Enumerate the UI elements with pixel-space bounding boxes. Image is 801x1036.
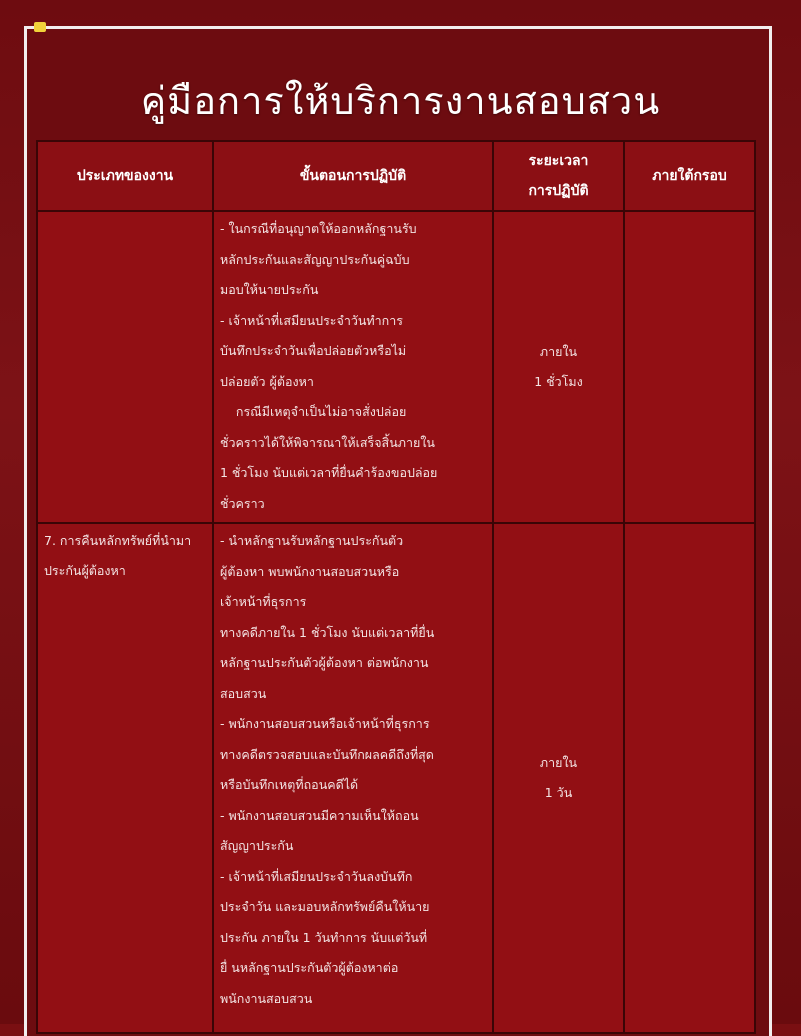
step-line: ผู้ต้องหา พบพนักงานสอบสวนหรือ <box>220 563 400 579</box>
step-line: - พนักงานสอบสวนมีความเห็นให้ถอน <box>220 807 419 823</box>
service-table <box>36 140 756 1034</box>
row-1-steps <box>213 211 493 523</box>
step-line: ประจำวัน และมอบหลักทรัพย์คืนให้นาย <box>220 899 430 914</box>
step-line: ทางคดีภายใน 1 ชั่วโมง นับแต่เวลาที่ยื่น <box>220 624 435 640</box>
step-line: มอบให้นายประกัน <box>220 282 319 297</box>
step-line: ปล่อยตัว ผู้ต้องหา <box>220 373 314 389</box>
step-line: - นำหลักฐานรับหลักฐานประกันตัว <box>220 533 404 548</box>
step-line: หลักประกันและสัญญาประกันคู่ฉบับ <box>220 251 410 267</box>
step-line: เจ้าหน้าที่ธุรการ <box>220 594 307 609</box>
row-2-type-text: 7. การคืนหลักทรัพย์ที่นำมาประกันผู้ต้องหา <box>44 533 192 578</box>
header-duration <box>493 141 624 211</box>
duration-line: 1 ชั่วโมง <box>534 374 583 389</box>
header-duration-line-2: การปฏิบัติ <box>528 183 589 199</box>
step-line: - เจ้าหน้าที่เสมียนประจำวันทำการ <box>220 312 403 328</box>
row-2-steps <box>213 523 493 1033</box>
table-row <box>37 211 755 523</box>
note-icon[interactable] <box>34 22 46 32</box>
row-2-framework <box>624 523 755 1033</box>
step-line: ทางคดีตรวจสอบและบันทึกผลคดีถึงที่สุด <box>220 746 434 762</box>
step-line: - พนักงานสอบสวนหรือเจ้าหน้าที่ธุรการ <box>220 716 430 731</box>
step-line: หรือบันทึกเหตุที่ถอนคดีได้ <box>220 777 359 792</box>
row-1-framework <box>624 211 755 523</box>
step-line: - ในกรณีที่อนุญาตให้ออกหลักฐานรับ <box>220 221 417 236</box>
step-line: ประกัน ภายใน 1 วันทำการ นับแต่วันที่ <box>220 929 428 945</box>
header-type: ประเภทของงาน <box>37 141 213 211</box>
page-title: คู่มือการให้บริการงานสอบสวน <box>140 79 661 123</box>
header-framework: ภายใต้กรอบ <box>624 141 755 211</box>
step-line: ชั่วคราวได้ให้พิจารณาให้เสร็จสิ้นภายใน <box>220 434 435 450</box>
step-line: - เจ้าหน้าที่เสมียนประจำวันลงบันทึก <box>220 868 413 884</box>
duration-line: ภายใน <box>539 754 578 770</box>
duration-line: 1 วัน <box>544 785 573 800</box>
header-duration-line-1: ระยะเวลา <box>528 153 589 169</box>
row-2-type <box>37 523 213 1033</box>
table-row <box>37 523 755 1033</box>
step-line: พนักงานสอบสวน <box>220 990 313 1006</box>
duration-line: ภายใน <box>539 343 578 359</box>
row-1-duration <box>493 211 624 523</box>
step-line: สัญญาประกัน <box>220 838 294 853</box>
step-line: หลักฐานประกันตัวผู้ต้องหา ต่อพนักงาน <box>220 655 429 670</box>
step-line: ชั่วคราว <box>220 495 265 511</box>
row-1-type <box>37 211 213 523</box>
header-steps: ขั้นตอนการปฏิบัติ <box>213 141 493 211</box>
table-header-row <box>37 141 755 211</box>
step-line: 1 ชั่วโมง นับแต่เวลาที่ยื่นคำร้องขอปล่อย <box>220 465 438 480</box>
row-2-duration <box>493 523 624 1033</box>
step-line: กรณีมีเหตุจำเป็นไม่อาจสั่งปล่อย <box>220 404 407 419</box>
step-line: บันทึกประจำวันเพื่อปล่อยตัวหรือไม่ <box>220 343 407 358</box>
step-line: สอบสวน <box>220 685 267 701</box>
step-line: ยื่ นหลักฐานประกันตัวผู้ต้องหาต่อ <box>220 960 399 975</box>
